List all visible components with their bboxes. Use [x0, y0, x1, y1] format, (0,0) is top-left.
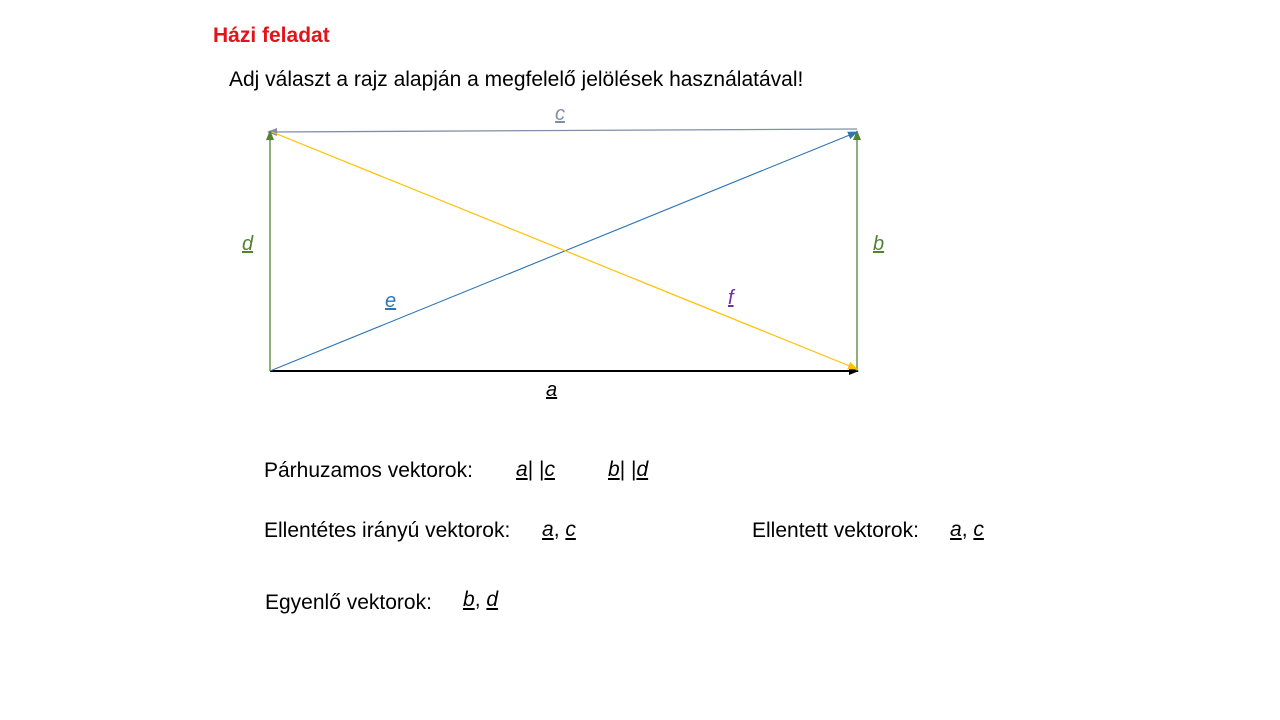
equal-vectors-label: Egyenlő vektorok:: [265, 591, 432, 614]
opposite-direction-answer: a, c: [542, 518, 576, 541]
parallel-vectors-label: Párhuzamos vektorok:: [264, 459, 473, 482]
parallel-answer-2: b| |d: [608, 458, 649, 481]
vector-e-label: e: [385, 290, 397, 312]
vector-d-label: d: [242, 233, 254, 255]
vector-c-arrow: [268, 129, 857, 132]
opposite-direction-label: Ellentétes irányú vektorok:: [264, 519, 511, 542]
instruction-text: Adj választ a rajz alapján a megfelelő jelölések használatával!: [229, 68, 804, 91]
vector-e-arrow: [270, 132, 857, 371]
page-title: Házi feladat: [213, 24, 330, 47]
opposite-vectors-label: Ellentett vektorok:: [752, 519, 919, 542]
vector-a-label: a: [546, 379, 558, 401]
vector-c-label: c: [555, 103, 565, 125]
opposite-vectors-answer: a, c: [950, 518, 984, 541]
vector-f-label: f: [728, 287, 734, 309]
parallel-answer-1: a| |c: [516, 458, 555, 481]
equal-vectors-answer: b, d: [463, 588, 499, 611]
vector-b-label: b: [873, 233, 885, 255]
